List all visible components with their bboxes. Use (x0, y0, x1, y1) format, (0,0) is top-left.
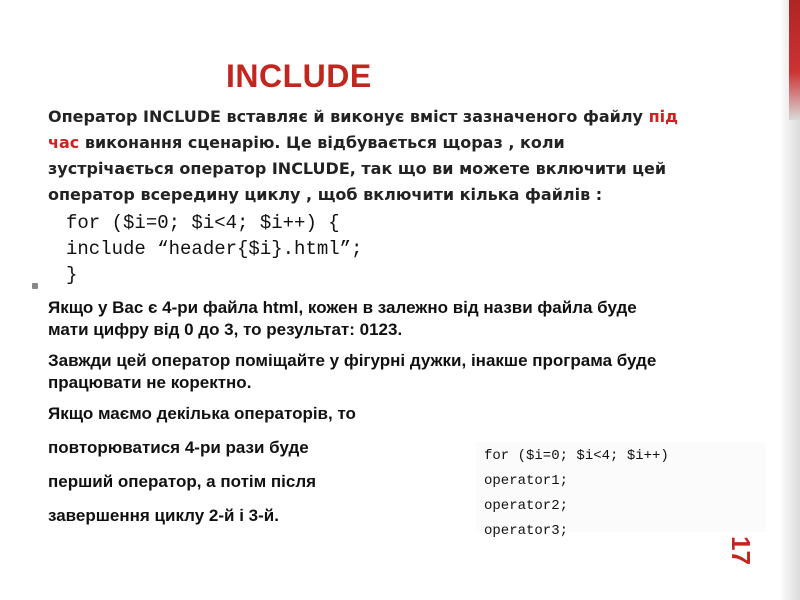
intro-paragraph (48, 104, 688, 208)
paragraph-line: завершення циклу 2-й і 3-й. (48, 506, 279, 525)
code-line: operator2; (484, 498, 569, 514)
slide-number: 17 (726, 536, 756, 565)
code-line: for ($i=0; $i<4; $i++) { (66, 212, 340, 234)
slide-title: INCLUDE (226, 58, 372, 94)
intro-text-part1: Оператор INCLUDE вставляє й виконує вміст зазначеного файлу (48, 107, 649, 126)
paragraph-line: повторюватися 4-ри рази буде (48, 438, 309, 457)
code-line: include “header{$i}.html”; (66, 238, 363, 260)
code-block-operators (476, 442, 766, 539)
slide-accent-strip (789, 0, 800, 120)
paragraph-result: Якщо у Вас є 4-ри файла html, кожен в залежно від назви файла буде мати цифру від 0 до 3, то результат: 0123. (48, 298, 637, 339)
paragraph-braces-note: Завжди цей оператор поміщайте у фігурні дужки, інакше програма буде працювати не коректно. (48, 351, 657, 392)
paragraph-line: Якщо маємо декілька операторів, то (48, 404, 356, 423)
code-line: } (66, 264, 78, 286)
intro-highlight: під час (48, 107, 679, 152)
code-line: operator1; (484, 473, 569, 489)
code-block-loop-include (48, 210, 438, 286)
bullet-marker (32, 283, 38, 289)
paragraph-line: перший оператор, а потім після (48, 472, 317, 491)
code-line: operator3; (484, 523, 569, 539)
intro-text-part2: виконання сценарію. Це відбувається щораз , коли зустрічається оператор INCLUDE, так що ви можете включити цей оператор всередину циклу , щоб включити кілька файлів : (48, 133, 667, 204)
code-line: for ($i=0; $i<4; $i++) (484, 448, 669, 464)
